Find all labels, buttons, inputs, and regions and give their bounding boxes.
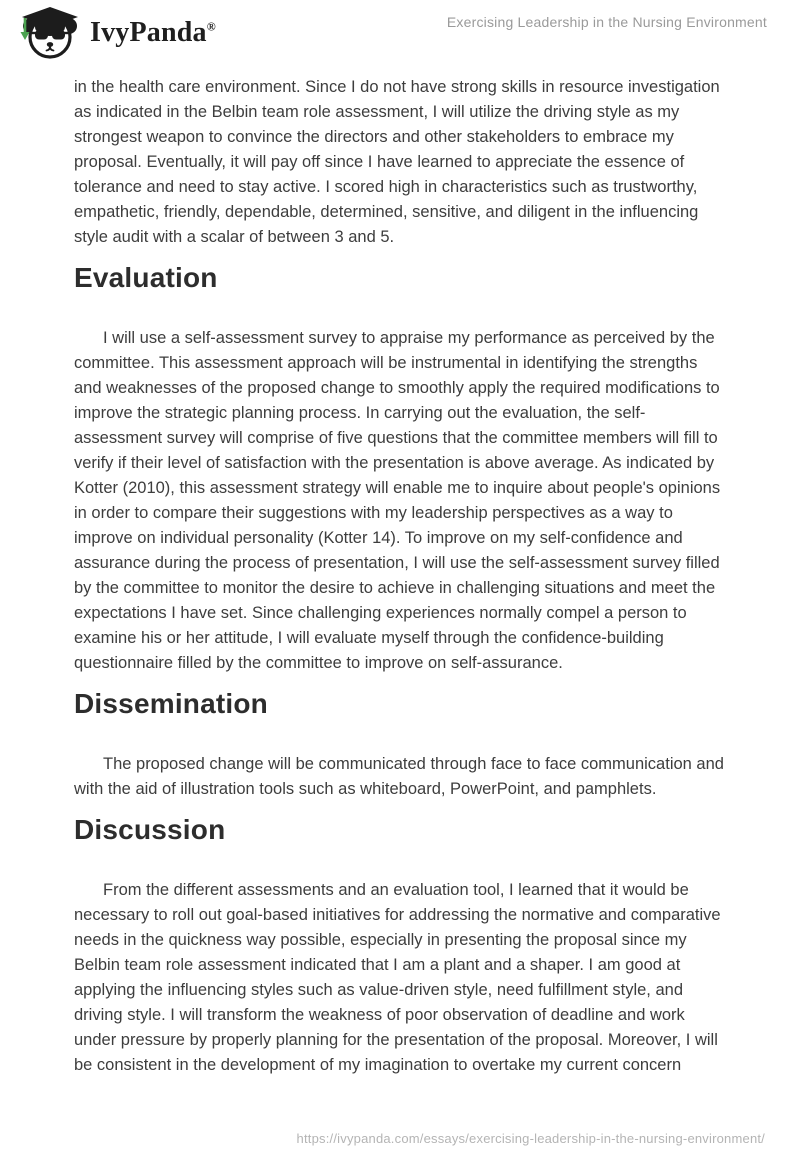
discussion-paragraph: From the different assessments and an evaluation tool, I learned that it would be necessary to roll out goal-based initiatives for addressing the normative and comparative needs in the quickness way possible, especially in presenting the proposal since my Belbin team role assessment indicated that I am a plant and a shaper. I am good at applying the influencing styles such as value-driven style, need fulfillment style, and driving style. I will transform the weakness of poor observation of deadline and work under pressure by properly planning for the presentation of the proposal. Moreover, I will be consistent in the development of my imagination to overtake my current concern [74,881,721,1074]
section-heading-evaluation: Evaluation [74,262,218,293]
dissemination-paragraph: The proposed change will be communicated through face to face communication and with the aid of illustration tools such as whiteboard, PowerPoint, and pamphlets. [74,755,724,798]
evaluation-paragraph: I will use a self-assessment survey to appraise my performance as perceived by the committee. This assessment approach will be instrumental in identifying the strengths and weaknesses of the proposed change to smoothly apply the required modifications to improve the strategic planning process. In carrying out the evaluation, the self-assessment survey will comprise of five questions that the committee members will fill to verify if their level of satisfaction with the presentation is above average. As indicated by Kotter (2010), this assessment strategy will enable me to inquire about people's opinions in order to compare their suggestions with my leadership perspectives as a way to improve on individual personality (Kotter 14). To improve on my self-confidence and assurance during the process of presentation, I will use the self-assessment survey filled by the committee to monitor the desire to achieve in challenging situations and meet the expectations I have set. Since challenging experiences normally compel a person to examine his or her attitude, I will evaluate myself through the confidence-building questionnaire filled by the committee to improve on self-assurance. [74,329,721,672]
document-title: Exercising Leadership in the Nursing Environment [446,14,767,30]
section-heading-dissemination: Dissemination [74,688,268,719]
panda-graduate-icon [16,6,82,60]
intro-paragraph: in the health care environment. Since I do not have strong skills in resource investigation as indicated in the Belbin team role assessment, I will utilize the driving style as my strongest weapon to convince the directors and other stakeholders to embrace my proposal. Eventually, it will pay off since I have learned to appreciate the essence of tolerance and need to stay active. I scored high in characteristics such as trustworthy, empathetic, friendly, dependable, determined, sensitive, and diligent in the influencing style audit with a scalar of between 3 and 5. [74,78,720,246]
registered-mark: ® [206,19,216,34]
document-body [74,75,728,1078]
ivypanda-logo [16,6,216,60]
brand-name [90,6,216,60]
source-url-link[interactable]: https://ivypanda.com/essays/exercising-leadership-in-the-nursing-environment/ [296,1131,765,1146]
section-heading-discussion: Discussion [74,814,226,845]
brand-name-text: IvyPanda [90,17,207,48]
page-header [0,0,800,66]
